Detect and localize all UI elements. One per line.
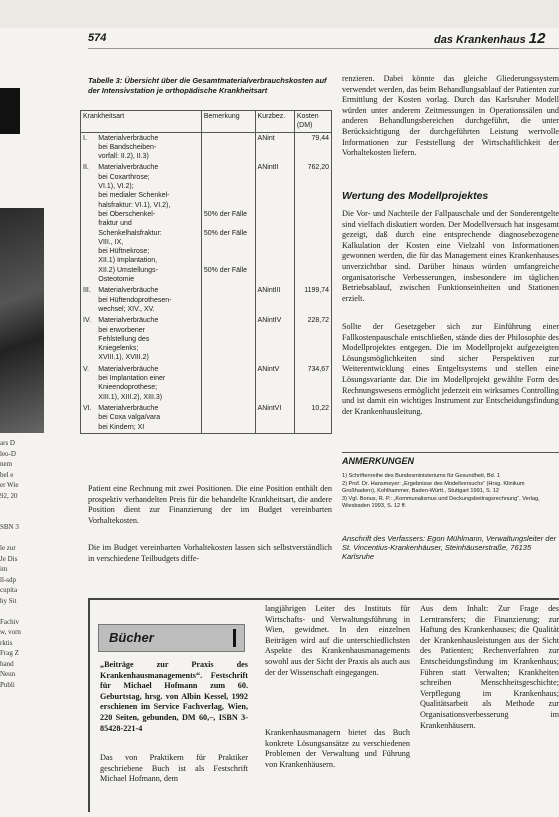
right-paragraph-3: Sollte der Gesetzgeber sich zur Einführung einer Fallkostenpauschale entschließen, stände dies der Philosophie des Modellprojektes entgegen. Die im Modellprojekt aufgezeigten Lösungsmöglichkeiten sind sicher Perspektiven zur Weiterentwicklung eines Entgeltsystems und stellen eine Lösungsvariante dar. Die im Modellprojekt gewählte Form des Rechnungswesens ermöglicht jederzeit ein wirksames Controlling und ist damit ein wichtiges Instrument zur Entscheidungsfindung der Krankenhausleitung.	[342, 322, 559, 416]
table-header-row	[81, 111, 332, 133]
issue-number: 12	[528, 30, 546, 47]
strip-line: Publi	[0, 680, 15, 689]
description-line: Materialverbräuche	[98, 404, 159, 412]
description-line: Fehlstellung des	[98, 335, 150, 343]
row-remark	[201, 364, 255, 403]
remark-line	[204, 191, 253, 200]
description-line: halsfraktur: VI.1), VI.2),	[98, 201, 171, 209]
description-line: VIII., IX,	[98, 238, 124, 246]
strip-line: Neun	[0, 670, 16, 678]
description-line: bei Implantation einer	[98, 375, 166, 383]
row-cost: 762,20	[294, 162, 331, 285]
remark-line	[204, 413, 253, 422]
remark-line	[204, 383, 253, 392]
remark-line	[204, 256, 253, 265]
description-line: bei Kindern; XI	[98, 423, 145, 431]
remark-line	[204, 275, 253, 284]
header-bemerkung: Bemerkung	[201, 111, 255, 133]
row-code: ANintVI	[255, 403, 294, 433]
strip-line: SBN 3	[0, 523, 19, 531]
row-description	[96, 162, 201, 285]
row-description	[96, 132, 201, 162]
right-paragraph-1: renzieren. Dabei könnte das gleiche Gliederungssystem verwendet werden, das beim Behandlungsablauf der Patienten zur Ermittlung der Kosten vorlag. Durch das Karlsruher Modell würden unter anderem Zeitmessungen in Operationssälen und anderen Behandlungsbereichen durchgeführt, die unter Berücksichtigung der durchgeführten Leistung wertvolle Informationen zur Feststellung der Wirtschaftlichkeit der Vorhaltekosten liefern.	[342, 74, 559, 158]
left-paragraph-1: Patient eine Rechnung mit zwei Positionen. Die eine Position enthält den prospektiv verhandelten Preis für die behandelte Krankheitsart, die andere Position dient zur Finanzierung der im Budget vereinbarten Vorhaltekosten.	[88, 484, 332, 525]
row-number: IV.	[81, 315, 97, 363]
description-line: bei medialer Schenkel-	[98, 192, 170, 200]
remark-line	[204, 247, 253, 256]
remark-line	[204, 423, 253, 432]
remark-line	[204, 163, 253, 172]
table-row	[81, 162, 332, 285]
row-cost: 228,72	[294, 315, 331, 363]
description-line: Knieendoprothese;	[98, 384, 158, 392]
notes-rule	[342, 452, 559, 453]
author-address: Anschrift des Verfassers: Egon Mühlmann, Verwaltungsleiter der St. Vincentius-Krankenhäuser, Steinhäuserstraße, 76135 Karlsruhe	[342, 534, 557, 561]
remark-line	[204, 305, 253, 314]
strip-line: Je Dis	[0, 554, 18, 563]
book-description-2: langjährigen Leiter des Instituts für Wirtschafts- und Verwaltungsführung in Wien, gewidmet. In den einzelnen Beiträgen wird auf die unterschiedlichsten Aspekte des Krankenhausmanagements sowohl aus der Sicht der Praxis als auch aus der der Wissenschaft eingegangen.	[265, 604, 410, 677]
strip-line: leo-D	[0, 449, 16, 458]
description-line: bei Bandscheiben-	[98, 143, 157, 151]
strip-line: im	[0, 565, 8, 573]
strip-line	[0, 501, 48, 512]
description-line: Materialverbräuche	[98, 134, 159, 142]
notes-title: ANMERKUNGEN	[342, 456, 414, 466]
description-line: VI.1), VI.2);	[98, 183, 134, 191]
description-line: vorfall: II.2), II.3)	[98, 153, 149, 161]
section-title: Wertung des Modellprojektes	[342, 190, 489, 202]
row-cost: 79,44	[294, 132, 331, 162]
row-remark	[201, 285, 255, 315]
table-row	[81, 285, 332, 315]
notes-list	[342, 473, 559, 511]
remark-line	[204, 326, 253, 335]
strip-line: cupita	[0, 586, 18, 594]
remark-line	[204, 335, 253, 344]
remark-line	[204, 238, 253, 247]
row-code: ANintII	[255, 162, 294, 285]
journal-title: das Krankenhaus	[434, 34, 526, 46]
row-cost: 734,67	[294, 364, 331, 403]
scan-margin	[0, 0, 559, 28]
strip-line: w, vorn	[0, 628, 21, 636]
row-number: I.	[81, 132, 97, 162]
books-heading-badge	[98, 624, 245, 652]
row-description	[96, 285, 201, 315]
table-body	[81, 132, 332, 433]
remark-line	[204, 374, 253, 383]
strip-line: Frag Z	[0, 649, 19, 657]
header-kurzbez: Kurzbez.	[255, 111, 294, 133]
table-caption: Tabelle 3: Übersicht über die Gesamtmaterialverbrauchskosten auf der Intensivstation je orthopädische Krankheitsart	[88, 76, 327, 95]
row-remark	[201, 403, 255, 433]
description-line: bei Coxarthrose;	[98, 173, 150, 181]
strip-line: ll-sdp	[0, 575, 16, 584]
row-number: II.	[81, 162, 97, 285]
row-number: VI.	[81, 403, 97, 433]
badge-bar	[233, 629, 236, 647]
row-cost: 10,22	[294, 403, 331, 433]
description-line: fraktur und	[98, 220, 132, 228]
description-line: XVIII.1), XVIII.2)	[98, 354, 149, 362]
row-description	[96, 364, 201, 403]
remark-line	[204, 316, 253, 325]
remark-line	[204, 296, 253, 305]
page-number: 574	[88, 32, 107, 44]
description-line: Osteotomie	[98, 276, 135, 284]
book-entry-title	[100, 660, 248, 734]
strip-line: hy Sit	[0, 596, 17, 605]
description-line: bei Oberschenkel-	[98, 210, 156, 218]
row-remark	[201, 315, 255, 363]
row-number: V.	[81, 364, 97, 403]
row-remark	[201, 132, 255, 162]
table-row	[81, 364, 332, 403]
book-citation: „Beiträge zur Praxis des Krankenhausmanagements“. Festschrift für Michael Hofmann zum 60. Geburtstag, hrsg. von Albin Kessel, 1992 erschienen im Service Fachverlag, Wien, 220 Seiten, gebunden, DM 60,–, ISBN 3-85428-221-4	[100, 660, 248, 733]
book-contents: Aus dem Inhalt: Zur Frage des Lerntransfers; die Finanzierung; zur Haftung des Krankenhauses; die Qualität der Krankenhausleistungen aus der Sicht des Patienten; Rechenverfahren zur Entscheidungsfindung im Krankenhaus; Führen statt Verwalten; Krankheiten schreiben Menschheitsgeschichte; Verpflegung im Krankenhaus; Qualitätsarbeit als Methode zur Organisationsverbesserung im Krankenhäusern.	[420, 604, 559, 730]
row-code: ANint	[255, 132, 294, 162]
remark-line	[204, 143, 253, 152]
cost-table	[80, 110, 332, 434]
remark-line	[204, 201, 253, 210]
strip-line	[0, 533, 48, 544]
description-line: Materialverbräuche	[98, 164, 159, 172]
row-description	[96, 403, 201, 433]
strip-line	[0, 512, 48, 523]
remark-line: 50% der Fälle	[203, 229, 248, 237]
table-row	[81, 315, 332, 363]
strip-line: er Wie	[0, 481, 19, 489]
description-line: XII.1) Implantation,	[98, 257, 158, 265]
strip-line: rktis	[0, 638, 13, 647]
books-heading: Bücher	[109, 630, 154, 645]
note-1: 1) Schriftenreihe des Bundesministeriums für Gesundheit, Bd. 1	[342, 473, 500, 479]
remark-line	[204, 182, 253, 191]
row-code: ANintIV	[255, 315, 294, 363]
note-3: 3) Vgl. Bonus, R. P.: „Kommunalismus und Deckungsbeitragsrechnung“, Verlag, Wiesbaden 1993, S. 12 ff.	[342, 495, 540, 509]
strip-line: ars D	[0, 439, 15, 447]
header-rule	[88, 48, 559, 49]
header-kosten: Kosten (DM)	[294, 111, 331, 133]
remark-line	[204, 344, 253, 353]
row-code: ANintIII	[255, 285, 294, 315]
note-2: 2) Prof. Dr. Hansmeyer: „Ergebnisse des Modellversuchs“ (Hrsg. Klinikum Großhadern), Kohlhammer, Baden-Württ., Stuttgart 1991, S. 12	[342, 480, 525, 494]
neighbour-page-photo	[0, 208, 44, 433]
remark-line: 50% der Fälle	[203, 266, 248, 274]
remark-line	[204, 219, 253, 228]
remark-line	[204, 353, 253, 362]
table-row	[81, 132, 332, 162]
strip-line: le zur	[0, 544, 16, 552]
remark-line	[204, 365, 253, 374]
header-krankheitsart: Krankheitsart	[81, 111, 202, 133]
remark-line	[204, 393, 253, 402]
strip-line: Fachiv	[0, 617, 20, 626]
description-line: wechsel; XIV., XV.	[98, 305, 155, 313]
row-number: III.	[81, 285, 97, 315]
remark-line	[204, 134, 253, 143]
description-line: bei Hüftendoprothesen-	[98, 296, 172, 304]
strip-line: 92, 20	[0, 491, 18, 500]
description-line: Materialverbräuche	[98, 317, 159, 325]
description-line: XIII.1), XIII.2), XIII.3)	[98, 393, 163, 401]
row-cost: 1199,74	[294, 285, 331, 315]
description-line: Kniegelenks;	[98, 345, 139, 353]
strip-line: hand	[0, 659, 14, 668]
strip-line: nem	[0, 460, 13, 468]
description-line: Materialverbräuche	[98, 365, 159, 373]
remark-line: 50% der Fälle	[203, 210, 248, 218]
neighbour-page-text	[0, 438, 48, 690]
remark-line	[204, 152, 253, 161]
right-paragraph-2: Die Vor- und Nachteile der Fallpauschale und der Sonderentgelte sind vielfach diskutiert worden. Der Modellversuch hat insgesamt gezeigt, daß durch eine entsprechende diagnosebezogene Kalkulation der Kosten eine Vielzahl von Informationen gewonnen werden, die für das Management eines Krankenhauses unverzichtbar sind. Darüber hinaus würden umfangreiche organisatorische Verbesserungen, insbesondere im täglichen Betriebsablauf, zwischen Funktionseinheiten und Stationen erzielt.	[342, 209, 559, 303]
neighbour-page-black-block	[0, 88, 20, 134]
description-line: bei Coxa valga/vara	[98, 414, 161, 422]
remark-line	[204, 286, 253, 295]
description-line: Materialverbräuche	[98, 287, 159, 295]
strip-line: bel e	[0, 470, 14, 479]
description-line: XII.2) Umstellungs-	[98, 266, 158, 274]
remark-line	[204, 404, 253, 413]
strip-line	[0, 606, 48, 617]
running-head	[434, 30, 545, 47]
description-line: bei Hüftnekrose;	[98, 248, 150, 256]
table-row	[81, 403, 332, 433]
book-description-3: Krankenhausmanagern bietet das Buch konkrete Lösungsansätze zu verschiedenen Problemen der Verwaltung und Führung von Krankenhäusern.	[265, 728, 410, 769]
book-description-1: Das von Praktikern für Praktiker geschriebene Buch ist als Festschrift Michael Hofmann, dem	[100, 753, 248, 784]
remark-line	[204, 173, 253, 182]
left-paragraph-2: Die im Budget vereinbarten Vorhaltekosten lassen sich selbstverständlich in verschiedene Teilbudgets diffe-	[88, 543, 332, 563]
row-description	[96, 315, 201, 363]
description-line: Schenkelhalsfraktur:	[98, 229, 162, 237]
row-remark	[201, 162, 255, 285]
row-code: ANintV	[255, 364, 294, 403]
description-line: bei erworbener	[98, 326, 145, 334]
